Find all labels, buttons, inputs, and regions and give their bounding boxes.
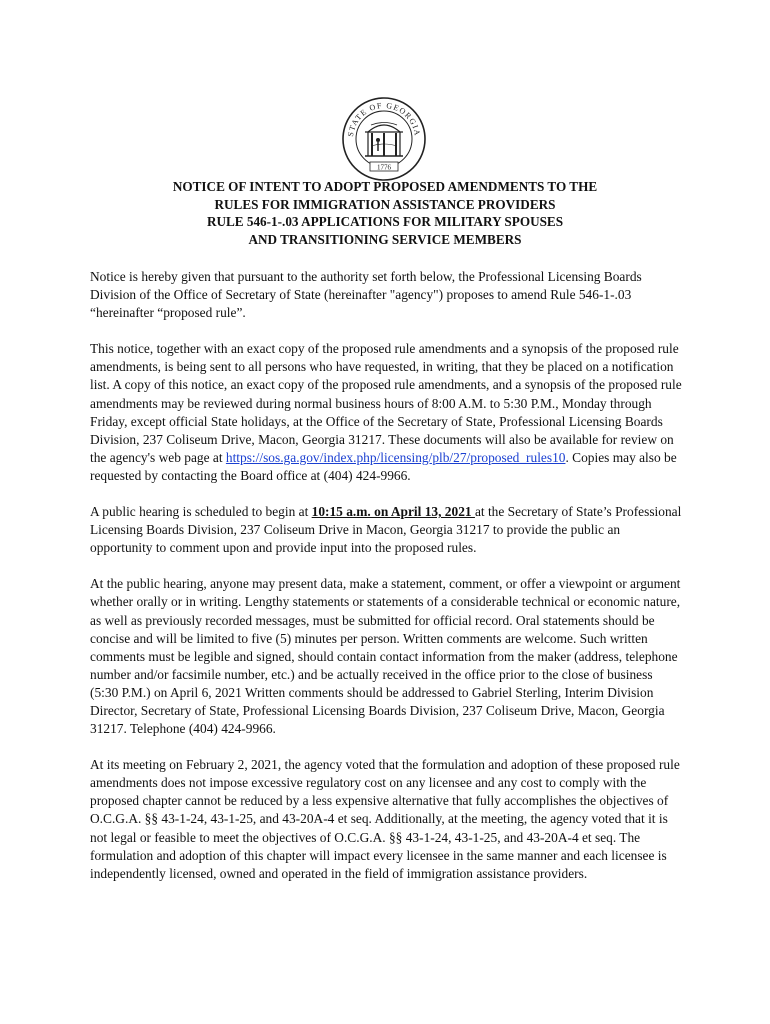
title-line-3: RULE 546-1-.03 APPLICATIONS FOR MILITARY SPOUSES bbox=[206, 214, 564, 229]
title-line-1: NOTICE OF INTENT TO ADOPT PROPOSED AMENDMENTS TO THE bbox=[172, 179, 598, 194]
title-line-4: AND TRANSITIONING SERVICE MEMBERS bbox=[248, 231, 522, 247]
hearing-date-time: 10:15 a.m. on April 13, 2021 bbox=[311, 504, 475, 520]
seal-year: 1776 bbox=[377, 163, 391, 172]
notice-title bbox=[90, 178, 680, 248]
hearing-text: A public hearing is scheduled to begin at bbox=[90, 504, 312, 520]
hearing-text-end: at the Secretary of State’s Professional Licensing Boards Division, 237 Coliseum Drive in Macon, Georgia 31217 to provide the public an opportunity to comment upon and provide input into the proposed rules. bbox=[90, 504, 682, 556]
notice-body bbox=[90, 268, 682, 901]
paragraph-hearing bbox=[90, 503, 682, 557]
proposed-rules-link[interactable]: https://sos.ga.gov/index.php/licensing/plb/27/proposed_rules10 bbox=[225, 449, 566, 465]
georgia-state-seal-icon bbox=[341, 96, 427, 182]
paragraph-authority: Notice is hereby given that pursuant to the authority set forth below, the Professional Licensing Boards Division of the Office of Secretary of State (hereinafter "agency") proposes to amend Rule 546-1-.03 “hereinafter “proposed rule”. bbox=[90, 269, 642, 321]
availability-text: This notice, together with an exact copy of the proposed rule amendments and a synopsis of the proposed rule amendments, is being sent to all persons who have requested, in writing, that they be placed on a notification list. A copy of this notice, an exact copy of the proposed rule amendments, and a synopsis of the proposed rule amendments may be reviewed during normal business hours of 8:00 A.M. to 5:30 P.M., Monday through Friday, except official State holidays, at the Office of the Secretary of State, Professional Licensing Boards Division, 237 Coliseum Drive, Macon, Georgia 31217. These documents will also be available for review on the agency's web page at bbox=[90, 341, 682, 465]
paragraph-comments: At the public hearing, anyone may present data, make a statement, comment, or offer a viewpoint or argument whether orally or in writing. Lengthy statements or statements of a considerable technical or economic nature, as well as previously recorded messages, must be submitted for official record. Oral statements should be concise and will be limited to five (5) minutes per person. Written comments are welcome. Such written comments must be legible and signed, should contain contact information from the maker (address, telephone number and/or facsimile number, etc.) and be actually received in the office prior to the close of business (5:30 P.M.) on April 6, 2021 Written comments should be addressed to Gabriel Sterling, Interim Division Director, Secretary of State, Professional Licensing Boards Division, 237 Coliseum Drive, Macon, Georgia 31217. Telephone (404) 424-9966. bbox=[90, 576, 681, 737]
paragraph-meeting: At its meeting on February 2, 2021, the agency voted that the formulation and adoption of these proposed rule amendments does not impose excessive regulatory cost on any licensee and any cost to comply with the proposed chapter cannot be reduced by a less expensive alternative that fully accomplishes the objectives of O.C.G.A. §§ 43-1-24, 43-1-25, and 43-20A-4 et seq. Additionally, at the meeting, the agency voted that it is not legal or feasible to meet the objectives of O.C.G.A. §§ 43-1-24, 43-1-25, and 43-20A-4 et seq. The formulation and adoption of this chapter will impact every licensee in the same manner and each licensee is independently licensed, owned and operated in the field of immigration assistance providers. bbox=[90, 757, 680, 881]
title-line-2: RULES FOR IMMIGRATION ASSISTANCE PROVIDERS bbox=[214, 196, 556, 212]
seal-top-text: STATE OF GEORGIA bbox=[346, 100, 423, 138]
availability-text-end: . Copies may also be requested by contacting the Board office at (404) 424-9966. bbox=[90, 449, 677, 483]
paragraph-availability bbox=[90, 340, 682, 485]
